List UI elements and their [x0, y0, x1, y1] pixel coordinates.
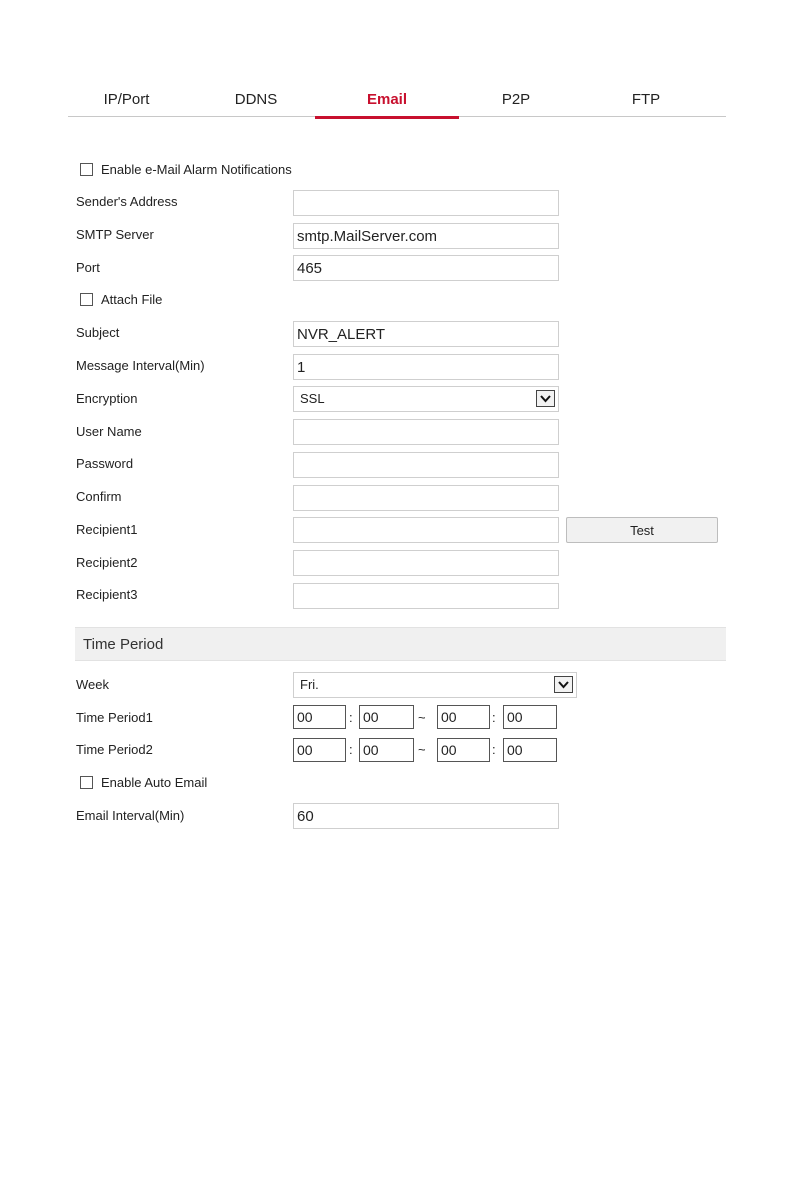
confirm-password-input[interactable] — [293, 485, 559, 511]
period2-tilde: ~ — [418, 742, 426, 757]
tab-email[interactable]: Email — [366, 91, 408, 108]
attach-file-label: Attach File — [101, 292, 163, 307]
tab-ip-port[interactable]: IP/Port — [103, 91, 150, 108]
period1-colon-2: : — [492, 710, 496, 725]
encryption-label: Encryption — [76, 391, 138, 406]
email-interval-label: Email Interval(Min) — [76, 808, 185, 823]
encryption-value: SSL — [300, 391, 325, 406]
confirm-label: Confirm — [76, 489, 122, 504]
time-period1-label: Time Period1 — [76, 710, 153, 725]
time-period-section-header — [75, 627, 726, 661]
tab-ddns[interactable]: DDNS — [234, 91, 278, 108]
password-label: Password — [76, 456, 134, 471]
auto-email-label: Enable Auto Email — [101, 775, 208, 790]
port-input[interactable] — [293, 255, 559, 281]
recipient3-label: Recipient3 — [76, 587, 138, 602]
smtp-server-label: SMTP Server — [76, 227, 154, 242]
subject-label: Subject — [76, 325, 120, 340]
chevron-down-icon[interactable] — [554, 676, 573, 693]
enable-alarm-label: Enable e-Mail Alarm Notifications — [101, 162, 292, 177]
recipient1-input[interactable] — [293, 517, 559, 543]
email-interval-input[interactable] — [293, 803, 559, 829]
week-label: Week — [76, 677, 109, 692]
message-interval-input[interactable] — [293, 354, 559, 380]
period2-colon-1: : — [349, 742, 353, 757]
password-input[interactable] — [293, 452, 559, 478]
recipient2-input[interactable] — [293, 550, 559, 576]
port-label: Port — [76, 260, 100, 275]
subject-input[interactable] — [293, 321, 559, 347]
chevron-down-icon[interactable] — [536, 390, 555, 407]
period2-start-hour[interactable] — [293, 738, 346, 762]
week-value: Fri. — [300, 677, 319, 692]
period1-end-minute[interactable] — [503, 705, 557, 729]
tab-p2p[interactable]: P2P — [501, 91, 531, 108]
active-tab-indicator — [315, 116, 459, 119]
recipient2-label: Recipient2 — [76, 555, 138, 570]
week-select[interactable] — [293, 672, 577, 698]
period2-colon-2: : — [492, 742, 496, 757]
period2-start-minute[interactable] — [359, 738, 414, 762]
period1-colon-1: : — [349, 710, 353, 725]
time-period2-label: Time Period2 — [76, 742, 153, 757]
time-period-title: Time Period — [83, 636, 164, 653]
period1-start-minute[interactable] — [359, 705, 414, 729]
period1-start-hour[interactable] — [293, 705, 346, 729]
enable-alarm-checkbox[interactable] — [80, 163, 93, 176]
username-input[interactable] — [293, 419, 559, 445]
period2-end-minute[interactable] — [503, 738, 557, 762]
auto-email-checkbox[interactable] — [80, 776, 93, 789]
smtp-server-input[interactable] — [293, 223, 559, 249]
period2-end-hour[interactable] — [437, 738, 490, 762]
tab-ftp[interactable]: FTP — [631, 91, 661, 108]
attach-file-checkbox[interactable] — [80, 293, 93, 306]
tab-bar — [68, 84, 726, 118]
encryption-select[interactable] — [293, 386, 559, 412]
test-button[interactable]: Test — [566, 517, 718, 543]
username-label: User Name — [76, 424, 142, 439]
period1-tilde: ~ — [418, 710, 426, 725]
message-interval-label: Message Interval(Min) — [76, 358, 205, 373]
sender-address-label: Sender's Address — [76, 194, 178, 209]
recipient1-label: Recipient1 — [76, 522, 138, 537]
sender-address-input[interactable] — [293, 190, 559, 216]
recipient3-input[interactable] — [293, 583, 559, 609]
period1-end-hour[interactable] — [437, 705, 490, 729]
